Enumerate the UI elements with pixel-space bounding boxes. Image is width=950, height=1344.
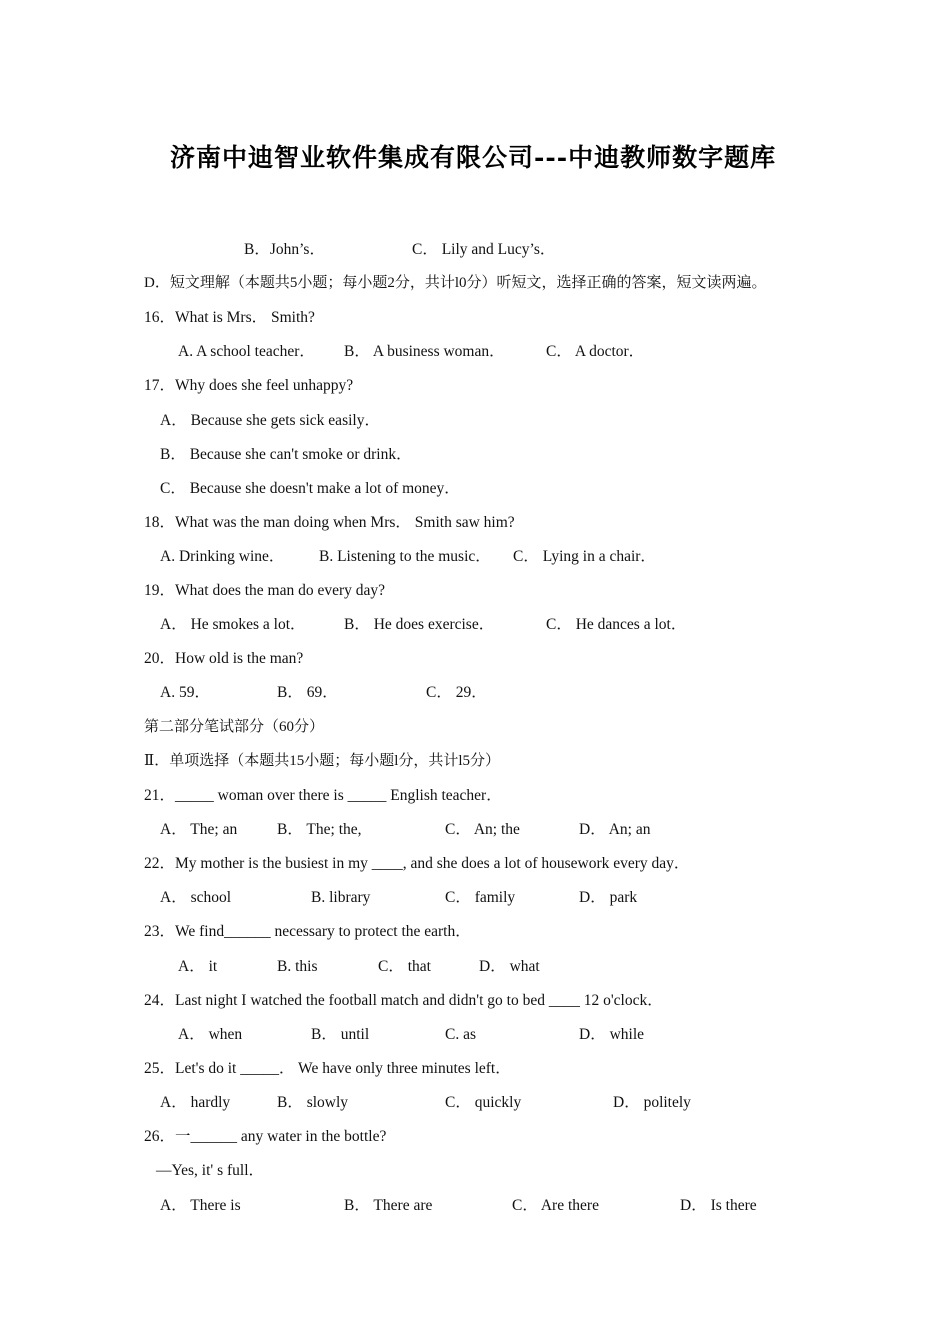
part-heading: 第二部分笔试部分（60分） <box>144 719 325 735</box>
option-d: D． politely <box>613 1094 691 1111</box>
section-heading: D．短文理解（本题共5小题；每小题2分，共计l0分）听短文，选择正确的答案，短文读两遍。 <box>144 275 767 291</box>
option-a: A. Drinking wine． <box>160 548 285 565</box>
option-b: B． There are <box>344 1197 433 1214</box>
option-a: A. 59． <box>160 684 210 701</box>
option-c: C. as <box>445 1026 476 1043</box>
option-c: C． An; the <box>445 821 520 838</box>
question-24: 24．Last night I watched the football match and didn't go to bed ____ 12 o'clock． <box>144 992 663 1009</box>
dialogue-reply: —Yes, it' s full． <box>156 1162 265 1179</box>
option-b: B. Listening to the music． <box>319 548 491 565</box>
section-heading: Ⅱ．单项选择（本题共15小题；每小题l分，共计l5分） <box>144 753 501 769</box>
option-d: D． park <box>579 889 638 906</box>
option-a: A． hardly <box>160 1094 231 1111</box>
option-b: B． A business woman． <box>344 343 505 360</box>
option-b: B． Because she can't smoke or drink． <box>160 446 412 463</box>
option-c: C． A doctor． <box>546 343 645 360</box>
option-c: C． Lying in a chair． <box>513 548 656 565</box>
page-header-title: 济南中迪智业软件集成有限公司---中迪教师数字题库 <box>170 143 777 172</box>
option-b: B． until <box>311 1026 370 1043</box>
option-c: C． quickly <box>445 1094 522 1111</box>
question-16: 16．What is Mrs． Smith? <box>144 309 315 326</box>
option-c: C． family <box>445 889 516 906</box>
option-c: C． Because she doesn't make a lot of money． <box>160 480 460 497</box>
option-b: B. this <box>277 958 318 975</box>
option-a: A． Because she gets sick easily． <box>160 412 380 429</box>
option-a: A. A school teacher． <box>178 343 315 360</box>
option-a: A． when <box>178 1026 243 1043</box>
option-a: A． He smokes a lot． <box>160 616 306 633</box>
option-d: D． Is there <box>680 1197 757 1214</box>
question-18: 18．What was the man doing when Mrs． Smith saw him? <box>144 514 515 531</box>
option-c: C． that <box>378 958 431 975</box>
option-d: D． while <box>579 1026 645 1043</box>
option-a: A． The; an <box>160 821 238 838</box>
question-26: 26．一______ any water in the bottle? <box>144 1128 387 1145</box>
option-a: A． There is <box>160 1197 241 1214</box>
option-c: C． 29． <box>426 684 487 701</box>
option-a: A． school <box>160 889 232 906</box>
option-b: B． The; the, <box>277 821 362 838</box>
question-19: 19．What does the man do every day? <box>144 582 386 599</box>
option-b: B． slowly <box>277 1094 349 1111</box>
option-b: B． 69． <box>277 684 338 701</box>
question-21: 21．_____ woman over there is _____ English teacher． <box>144 787 502 804</box>
option-a: A． it <box>178 958 218 975</box>
option-c: C． Lily and Lucy’s． <box>412 241 556 258</box>
question-17: 17．Why does she feel unhappy? <box>144 377 354 394</box>
option-b: B．John’s． <box>244 241 325 258</box>
option-c: C． Are there <box>512 1197 599 1214</box>
option-b: B. library <box>311 889 371 906</box>
option-b: B． He does exercise． <box>344 616 495 633</box>
question-25: 25．Let's do it _____． We have only three minutes left． <box>144 1060 511 1077</box>
option-d: D． An; an <box>579 821 651 838</box>
option-c: C． He dances a lot． <box>546 616 687 633</box>
option-d: D． what <box>479 958 540 975</box>
question-22: 22．My mother is the busiest in my ____, and she does a lot of housework every day． <box>144 855 690 872</box>
question-23: 23．We find______ necessary to protect the earth． <box>144 923 471 940</box>
question-20: 20．How old is the man? <box>144 650 304 667</box>
